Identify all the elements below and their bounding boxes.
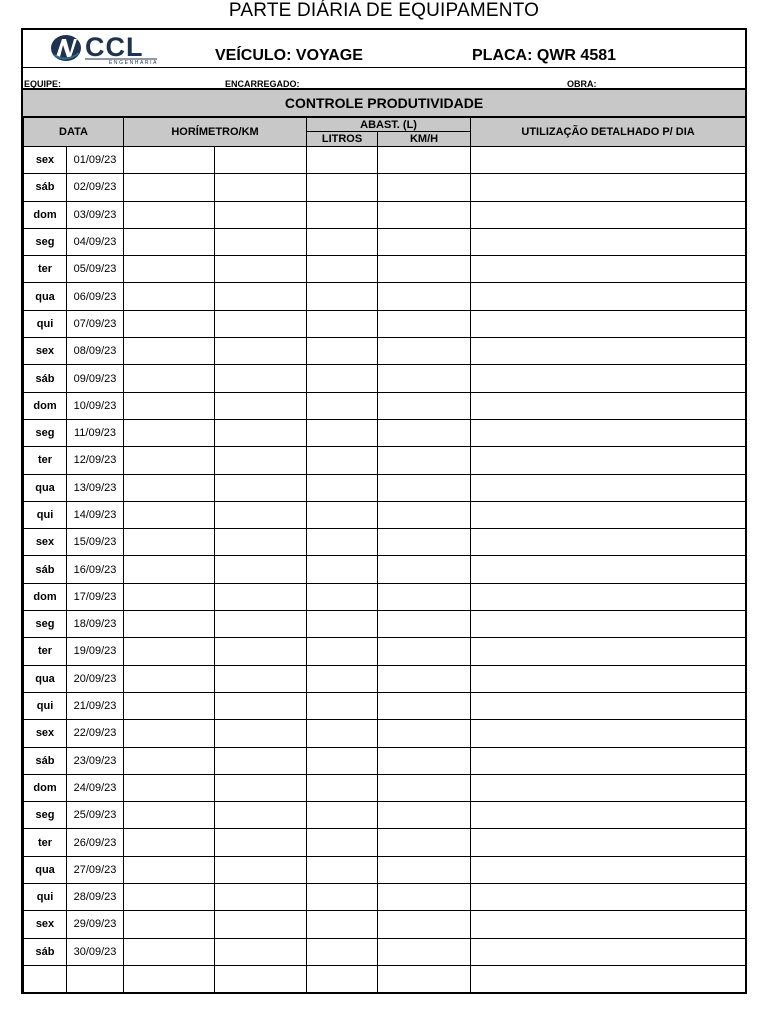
litros-cell[interactable] — [307, 611, 378, 638]
kmh-cell[interactable] — [378, 283, 471, 310]
day-of-week-cell: sex — [24, 720, 67, 747]
horimetro-start-cell[interactable] — [124, 174, 215, 201]
date-cell: 26/09/23 — [67, 829, 124, 856]
horimetro-end-cell[interactable] — [215, 692, 307, 719]
litros-cell[interactable] — [307, 256, 378, 283]
date-cell: 15/09/23 — [67, 529, 124, 556]
table-row — [24, 474, 746, 501]
table-row — [24, 419, 746, 446]
horimetro-start-cell[interactable] — [124, 638, 215, 665]
horimetro-end-cell[interactable] — [215, 720, 307, 747]
utilizacao-cell[interactable] — [471, 829, 746, 856]
kmh-cell[interactable] — [378, 447, 471, 474]
kmh-cell[interactable] — [378, 583, 471, 610]
date-cell: 28/09/23 — [67, 884, 124, 911]
kmh-cell[interactable] — [378, 474, 471, 501]
utilizacao-cell[interactable] — [471, 392, 746, 419]
day-of-week-cell: ter — [24, 447, 67, 474]
litros-cell[interactable] — [307, 583, 378, 610]
horimetro-end-cell[interactable] — [215, 392, 307, 419]
horimetro-end-cell[interactable] — [215, 447, 307, 474]
utilizacao-cell[interactable] — [471, 310, 746, 337]
horimetro-start-cell[interactable] — [124, 419, 215, 446]
page-title: PARTE DIÁRIA DE EQUIPAMENTO — [228, 0, 540, 21]
horimetro-start-cell[interactable] — [124, 147, 215, 174]
horimetro-end-cell[interactable] — [215, 965, 307, 992]
litros-cell[interactable] — [307, 720, 378, 747]
day-of-week-cell: sáb — [24, 747, 67, 774]
date-cell: 04/09/23 — [67, 228, 124, 255]
date-cell: 01/09/23 — [67, 147, 124, 174]
date-cell: 10/09/23 — [67, 392, 124, 419]
date-cell: 24/09/23 — [67, 774, 124, 801]
day-of-week-cell: qui — [24, 310, 67, 337]
day-of-week-cell — [24, 965, 67, 992]
horimetro-start-cell[interactable] — [124, 283, 215, 310]
horimetro-start-cell[interactable] — [124, 256, 215, 283]
date-cell: 11/09/23 — [67, 419, 124, 446]
day-of-week-cell: qui — [24, 884, 67, 911]
litros-cell[interactable] — [307, 365, 378, 392]
utilizacao-cell[interactable] — [471, 447, 746, 474]
table-row — [24, 501, 746, 528]
date-cell: 09/09/23 — [67, 365, 124, 392]
litros-cell[interactable] — [307, 802, 378, 829]
day-of-week-cell: sáb — [24, 938, 67, 965]
utilizacao-cell[interactable] — [471, 938, 746, 965]
day-of-week-cell: dom — [24, 201, 67, 228]
litros-cell[interactable] — [307, 392, 378, 419]
utilizacao-cell[interactable] — [471, 665, 746, 692]
horimetro-start-cell[interactable] — [124, 338, 215, 365]
kmh-cell[interactable] — [378, 692, 471, 719]
horimetro-start-cell[interactable] — [124, 938, 215, 965]
table-row — [24, 556, 746, 583]
utilizacao-cell[interactable] — [471, 720, 746, 747]
horimetro-start-cell[interactable] — [124, 802, 215, 829]
table-row — [24, 365, 746, 392]
day-of-week-cell: qua — [24, 665, 67, 692]
day-of-week-cell: qua — [24, 283, 67, 310]
horimetro-start-cell[interactable] — [124, 747, 215, 774]
sheet-header — [23, 30, 745, 68]
table-row — [24, 256, 746, 283]
header-kmh: KM/H — [378, 132, 471, 147]
litros-cell[interactable] — [307, 692, 378, 719]
horimetro-end-cell[interactable] — [215, 884, 307, 911]
horimetro-start-cell[interactable] — [124, 856, 215, 883]
date-cell: 16/09/23 — [67, 556, 124, 583]
table-row — [24, 147, 746, 174]
horimetro-end-cell[interactable] — [215, 201, 307, 228]
horimetro-end-cell[interactable] — [215, 665, 307, 692]
company-logo — [49, 33, 159, 65]
horimetro-end-cell[interactable] — [215, 611, 307, 638]
header-horimetro: HORÍMETRO/KM — [124, 118, 307, 147]
horimetro-end-cell[interactable] — [215, 419, 307, 446]
litros-cell[interactable] — [307, 965, 378, 992]
horimetro-start-cell[interactable] — [124, 665, 215, 692]
kmh-cell[interactable] — [378, 201, 471, 228]
date-cell: 21/09/23 — [67, 692, 124, 719]
kmh-cell[interactable] — [378, 529, 471, 556]
horimetro-start-cell[interactable] — [124, 774, 215, 801]
table-row — [24, 310, 746, 337]
kmh-cell[interactable] — [378, 884, 471, 911]
date-cell: 19/09/23 — [67, 638, 124, 665]
litros-cell[interactable] — [307, 884, 378, 911]
obra-label: OBRA: — [567, 79, 597, 89]
header-data: DATA — [24, 118, 124, 147]
date-cell: 06/09/23 — [67, 283, 124, 310]
table-row — [24, 283, 746, 310]
litros-cell[interactable] — [307, 201, 378, 228]
table-row — [24, 802, 746, 829]
info-row — [23, 68, 745, 90]
utilizacao-cell[interactable] — [471, 228, 746, 255]
table-row — [24, 611, 746, 638]
date-cell: 29/09/23 — [67, 911, 124, 938]
litros-cell[interactable] — [307, 556, 378, 583]
horimetro-start-cell[interactable] — [124, 474, 215, 501]
horimetro-end-cell[interactable] — [215, 174, 307, 201]
horimetro-end-cell[interactable] — [215, 583, 307, 610]
table-row — [24, 884, 746, 911]
utilizacao-cell[interactable] — [471, 774, 746, 801]
kmh-cell[interactable] — [378, 228, 471, 255]
horimetro-end-cell[interactable] — [215, 802, 307, 829]
litros-cell[interactable] — [307, 338, 378, 365]
day-of-week-cell: seg — [24, 419, 67, 446]
kmh-cell[interactable] — [378, 802, 471, 829]
utilizacao-cell[interactable] — [471, 147, 746, 174]
kmh-cell[interactable] — [378, 938, 471, 965]
kmh-cell[interactable] — [378, 774, 471, 801]
date-cell: 12/09/23 — [67, 447, 124, 474]
horimetro-end-cell[interactable] — [215, 911, 307, 938]
utilizacao-cell[interactable] — [471, 802, 746, 829]
header-litros: LITROS — [307, 132, 378, 147]
kmh-cell[interactable] — [378, 911, 471, 938]
equipe-label: EQUIPE: — [24, 79, 62, 89]
kmh-cell[interactable] — [378, 556, 471, 583]
table-row — [24, 911, 746, 938]
litros-cell[interactable] — [307, 174, 378, 201]
utilizacao-cell[interactable] — [471, 174, 746, 201]
date-cell: 17/09/23 — [67, 583, 124, 610]
day-of-week-cell: ter — [24, 638, 67, 665]
table-row — [24, 174, 746, 201]
kmh-cell[interactable] — [378, 392, 471, 419]
litros-cell[interactable] — [307, 147, 378, 174]
kmh-cell[interactable] — [378, 501, 471, 528]
kmh-cell[interactable] — [378, 419, 471, 446]
horimetro-start-cell[interactable] — [124, 884, 215, 911]
day-of-week-cell: sex — [24, 338, 67, 365]
table-row — [24, 747, 746, 774]
day-of-week-cell: sáb — [24, 174, 67, 201]
table-row — [24, 856, 746, 883]
date-cell: 05/09/23 — [67, 256, 124, 283]
litros-cell[interactable] — [307, 911, 378, 938]
day-of-week-cell: ter — [24, 829, 67, 856]
date-cell: 07/09/23 — [67, 310, 124, 337]
litros-cell[interactable] — [307, 829, 378, 856]
plate-label: PLACA: QWR 4581 — [472, 47, 617, 64]
date-cell: 13/09/23 — [67, 474, 124, 501]
date-cell: 20/09/23 — [67, 665, 124, 692]
table-row — [24, 447, 746, 474]
litros-cell[interactable] — [307, 283, 378, 310]
litros-cell[interactable] — [307, 747, 378, 774]
day-of-week-cell: seg — [24, 802, 67, 829]
horimetro-end-cell[interactable] — [215, 938, 307, 965]
table-row — [24, 692, 746, 719]
horimetro-end-cell[interactable] — [215, 556, 307, 583]
horimetro-end-cell[interactable] — [215, 283, 307, 310]
horimetro-start-cell[interactable] — [124, 583, 215, 610]
date-cell: 22/09/23 — [67, 720, 124, 747]
kmh-cell[interactable] — [378, 365, 471, 392]
kmh-cell[interactable] — [378, 965, 471, 992]
table-row — [24, 938, 746, 965]
utilizacao-cell[interactable] — [471, 965, 746, 992]
horimetro-start-cell[interactable] — [124, 365, 215, 392]
utilizacao-cell[interactable] — [471, 338, 746, 365]
horimetro-start-cell[interactable] — [124, 501, 215, 528]
litros-cell[interactable] — [307, 856, 378, 883]
date-cell: 25/09/23 — [67, 802, 124, 829]
kmh-cell[interactable] — [378, 174, 471, 201]
table-row — [24, 392, 746, 419]
utilizacao-cell[interactable] — [471, 501, 746, 528]
date-cell: 23/09/23 — [67, 747, 124, 774]
horimetro-end-cell[interactable] — [215, 228, 307, 255]
utilizacao-cell[interactable] — [471, 419, 746, 446]
date-cell: 02/09/23 — [67, 174, 124, 201]
table-row — [24, 965, 746, 992]
horimetro-end-cell[interactable] — [215, 501, 307, 528]
kmh-cell[interactable] — [378, 611, 471, 638]
horimetro-end-cell[interactable] — [215, 147, 307, 174]
logo-text: CCL — [85, 33, 144, 62]
horimetro-start-cell[interactable] — [124, 556, 215, 583]
litros-cell[interactable] — [307, 638, 378, 665]
day-of-week-cell: dom — [24, 392, 67, 419]
day-of-week-cell: dom — [24, 774, 67, 801]
litros-cell[interactable] — [307, 665, 378, 692]
date-cell: 18/09/23 — [67, 611, 124, 638]
equipment-sheet — [21, 28, 747, 994]
litros-cell[interactable] — [307, 474, 378, 501]
utilizacao-cell[interactable] — [471, 638, 746, 665]
horimetro-start-cell[interactable] — [124, 720, 215, 747]
utilizacao-cell[interactable] — [471, 256, 746, 283]
kmh-cell[interactable] — [378, 638, 471, 665]
horimetro-end-cell[interactable] — [215, 474, 307, 501]
horimetro-end-cell[interactable] — [215, 310, 307, 337]
horimetro-start-cell[interactable] — [124, 692, 215, 719]
table-row — [24, 583, 746, 610]
horimetro-end-cell[interactable] — [215, 365, 307, 392]
vehicle-label: VEÍCULO: VOYAGE — [215, 47, 363, 64]
day-of-week-cell: qua — [24, 474, 67, 501]
day-of-week-cell: sáb — [24, 365, 67, 392]
table-row — [24, 774, 746, 801]
horimetro-end-cell[interactable] — [215, 747, 307, 774]
horimetro-end-cell[interactable] — [215, 529, 307, 556]
utilizacao-cell[interactable] — [471, 884, 746, 911]
table-row — [24, 201, 746, 228]
utilizacao-cell[interactable] — [471, 556, 746, 583]
encarregado-label: ENCARREGADO: — [225, 79, 300, 89]
litros-cell[interactable] — [307, 447, 378, 474]
kmh-cell[interactable] — [378, 856, 471, 883]
logo-subtext: ENGENHARIA — [109, 60, 159, 65]
section-title: CONTROLE PRODUTIVIDADE — [23, 90, 745, 117]
horimetro-start-cell[interactable] — [124, 965, 215, 992]
horimetro-end-cell[interactable] — [215, 256, 307, 283]
utilizacao-cell[interactable] — [471, 529, 746, 556]
kmh-cell[interactable] — [378, 147, 471, 174]
horimetro-start-cell[interactable] — [124, 310, 215, 337]
utilizacao-cell[interactable] — [471, 911, 746, 938]
utilizacao-cell[interactable] — [471, 856, 746, 883]
day-of-week-cell: seg — [24, 228, 67, 255]
table-row — [24, 638, 746, 665]
day-of-week-cell: qui — [24, 501, 67, 528]
table-row — [24, 228, 746, 255]
productivity-table — [23, 117, 746, 993]
kmh-cell[interactable] — [378, 338, 471, 365]
litros-cell[interactable] — [307, 310, 378, 337]
header-utilizacao: UTILIZAÇÃO DETALHADO P/ DIA — [471, 118, 746, 147]
horimetro-start-cell[interactable] — [124, 201, 215, 228]
horimetro-start-cell[interactable] — [124, 228, 215, 255]
horimetro-start-cell[interactable] — [124, 392, 215, 419]
date-cell: 03/09/23 — [67, 201, 124, 228]
table-row — [24, 338, 746, 365]
day-of-week-cell: qui — [24, 692, 67, 719]
litros-cell[interactable] — [307, 419, 378, 446]
utilizacao-cell[interactable] — [471, 583, 746, 610]
kmh-cell[interactable] — [378, 256, 471, 283]
horimetro-end-cell[interactable] — [215, 338, 307, 365]
table-row — [24, 665, 746, 692]
day-of-week-cell: dom — [24, 583, 67, 610]
date-cell: 14/09/23 — [67, 501, 124, 528]
day-of-week-cell: seg — [24, 611, 67, 638]
litros-cell[interactable] — [307, 529, 378, 556]
table-row — [24, 720, 746, 747]
day-of-week-cell: sex — [24, 147, 67, 174]
date-cell: 08/09/23 — [67, 338, 124, 365]
date-cell: 30/09/23 — [67, 938, 124, 965]
day-of-week-cell: sáb — [24, 556, 67, 583]
kmh-cell[interactable] — [378, 720, 471, 747]
kmh-cell[interactable] — [378, 665, 471, 692]
kmh-cell[interactable] — [378, 747, 471, 774]
day-of-week-cell: sex — [24, 911, 67, 938]
horimetro-end-cell[interactable] — [215, 774, 307, 801]
day-of-week-cell: ter — [24, 256, 67, 283]
kmh-cell[interactable] — [378, 829, 471, 856]
day-of-week-cell: qua — [24, 856, 67, 883]
litros-cell[interactable] — [307, 774, 378, 801]
kmh-cell[interactable] — [378, 310, 471, 337]
horimetro-start-cell[interactable] — [124, 447, 215, 474]
horimetro-start-cell[interactable] — [124, 529, 215, 556]
utilizacao-cell[interactable] — [471, 283, 746, 310]
utilizacao-cell[interactable] — [471, 747, 746, 774]
utilizacao-cell[interactable] — [471, 201, 746, 228]
utilizacao-cell[interactable] — [471, 692, 746, 719]
horimetro-start-cell[interactable] — [124, 611, 215, 638]
horimetro-end-cell[interactable] — [215, 856, 307, 883]
litros-cell[interactable] — [307, 501, 378, 528]
date-cell — [67, 965, 124, 992]
litros-cell[interactable] — [307, 228, 378, 255]
date-cell: 27/09/23 — [67, 856, 124, 883]
horimetro-start-cell[interactable] — [124, 911, 215, 938]
litros-cell[interactable] — [307, 938, 378, 965]
horimetro-start-cell[interactable] — [124, 829, 215, 856]
utilizacao-cell[interactable] — [471, 365, 746, 392]
table-row — [24, 529, 746, 556]
utilizacao-cell[interactable] — [471, 474, 746, 501]
table-row — [24, 829, 746, 856]
header-abast: ABAST. (L) — [307, 118, 471, 132]
utilizacao-cell[interactable] — [471, 611, 746, 638]
day-of-week-cell: sex — [24, 529, 67, 556]
horimetro-end-cell[interactable] — [215, 638, 307, 665]
horimetro-end-cell[interactable] — [215, 829, 307, 856]
